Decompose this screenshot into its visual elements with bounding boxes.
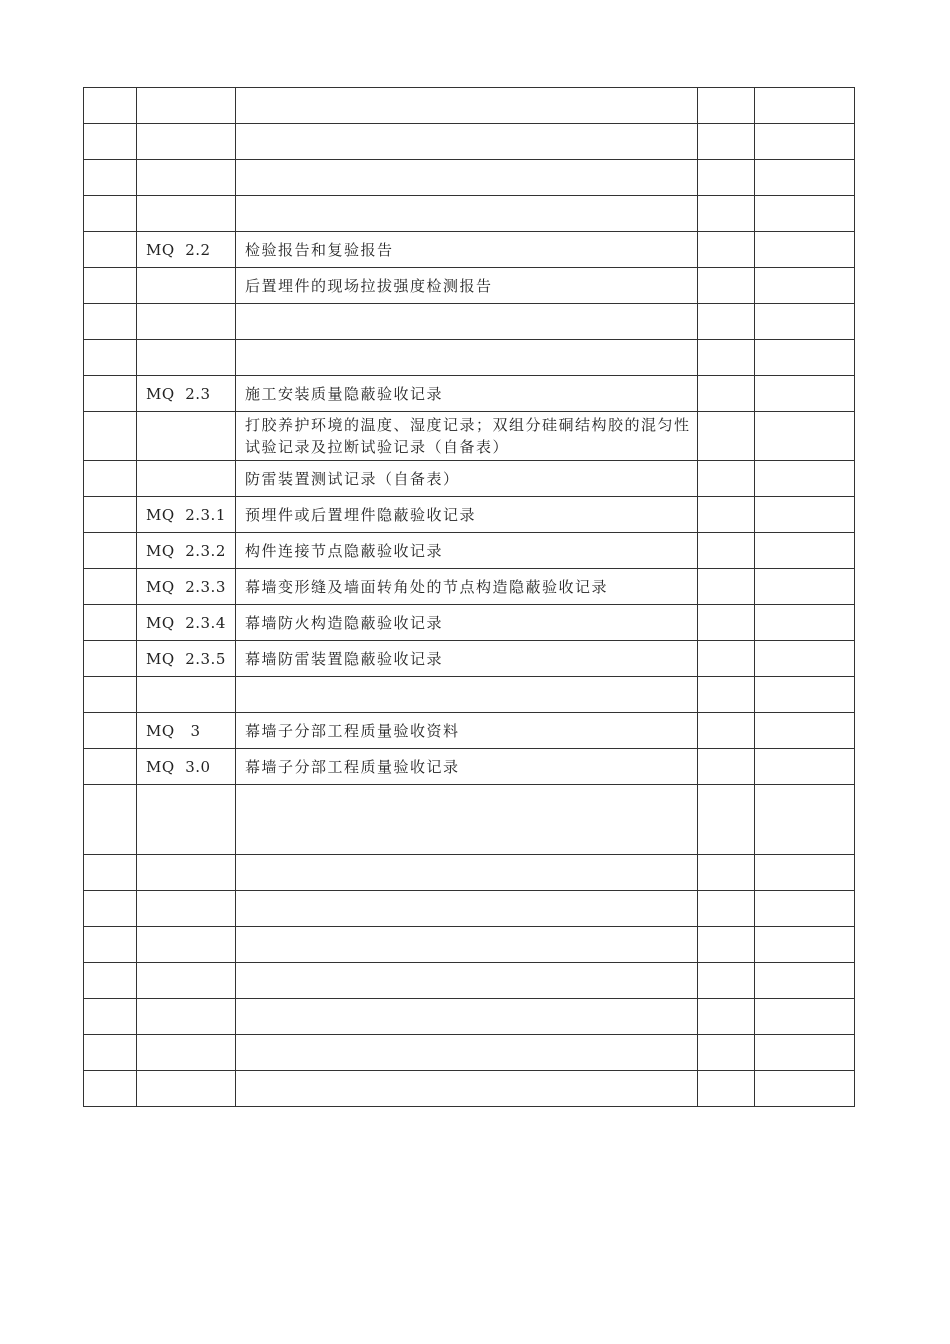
row-code-cell xyxy=(137,927,236,963)
row-pages-cell xyxy=(698,999,755,1035)
table-row xyxy=(84,749,855,785)
row-pages-cell xyxy=(698,785,755,855)
row-code-cell xyxy=(137,304,236,340)
record-table-body xyxy=(84,88,855,1107)
row-title-cell xyxy=(236,891,698,927)
row-code-cell: MQ 2.3.5 xyxy=(137,641,236,677)
row-title-cell xyxy=(236,1035,698,1071)
row-pages-cell xyxy=(698,196,755,232)
table-row xyxy=(84,461,855,497)
row-number-cell xyxy=(84,963,137,999)
row-pages-cell xyxy=(698,677,755,713)
row-remark-cell xyxy=(755,124,855,160)
row-number-cell xyxy=(84,533,137,569)
record-table xyxy=(83,87,855,1107)
table-row xyxy=(84,340,855,376)
row-title-cell xyxy=(236,196,698,232)
row-pages-cell xyxy=(698,124,755,160)
row-remark-cell xyxy=(755,533,855,569)
row-code-cell xyxy=(137,1071,236,1107)
row-code-cell xyxy=(137,412,236,461)
row-title-cell xyxy=(236,677,698,713)
row-pages-cell xyxy=(698,533,755,569)
row-code-cell: MQ 3.0 xyxy=(137,749,236,785)
table-row xyxy=(84,891,855,927)
row-number-cell xyxy=(84,196,137,232)
row-title-cell xyxy=(236,785,698,855)
row-title-cell: 幕墙子分部工程质量验收资料 xyxy=(236,713,698,749)
row-pages-cell xyxy=(698,412,755,461)
row-remark-cell xyxy=(755,232,855,268)
row-code-cell xyxy=(137,855,236,891)
row-number-cell xyxy=(84,304,137,340)
table-row xyxy=(84,88,855,124)
row-remark-cell xyxy=(755,268,855,304)
row-remark-cell xyxy=(755,461,855,497)
row-remark-cell xyxy=(755,605,855,641)
row-remark-cell xyxy=(755,497,855,533)
row-number-cell xyxy=(84,124,137,160)
row-remark-cell xyxy=(755,999,855,1035)
table-row xyxy=(84,124,855,160)
row-number-cell xyxy=(84,927,137,963)
row-code-cell xyxy=(137,124,236,160)
row-remark-cell xyxy=(755,304,855,340)
row-title-cell: 幕墙变形缝及墙面转角处的节点构造隐蔽验收记录 xyxy=(236,569,698,605)
row-code-cell: MQ 2.3.1 xyxy=(137,497,236,533)
row-title-cell: 预埋件或后置埋件隐蔽验收记录 xyxy=(236,497,698,533)
table-row xyxy=(84,677,855,713)
row-remark-cell xyxy=(755,891,855,927)
row-remark-cell xyxy=(755,569,855,605)
row-title-cell: 幕墙防火构造隐蔽验收记录 xyxy=(236,605,698,641)
table-row xyxy=(84,641,855,677)
row-number-cell xyxy=(84,855,137,891)
row-title-cell: 构件连接节点隐蔽验收记录 xyxy=(236,533,698,569)
row-pages-cell xyxy=(698,569,755,605)
row-remark-cell xyxy=(755,641,855,677)
table-row xyxy=(84,1071,855,1107)
row-pages-cell xyxy=(698,160,755,196)
row-code-cell: MQ 2.3.2 xyxy=(137,533,236,569)
row-title-cell xyxy=(236,340,698,376)
row-pages-cell xyxy=(698,340,755,376)
row-code-cell: MQ 3 xyxy=(137,713,236,749)
row-pages-cell xyxy=(698,713,755,749)
row-pages-cell xyxy=(698,232,755,268)
row-pages-cell xyxy=(698,1071,755,1107)
table-row xyxy=(84,569,855,605)
row-remark-cell xyxy=(755,927,855,963)
table-row xyxy=(84,268,855,304)
row-title-cell xyxy=(236,304,698,340)
row-pages-cell xyxy=(698,497,755,533)
row-code-cell xyxy=(137,88,236,124)
row-title-cell: 施工安装质量隐蔽验收记录 xyxy=(236,376,698,412)
row-code-cell: MQ 2.2 xyxy=(137,232,236,268)
row-code-cell xyxy=(137,196,236,232)
table-row xyxy=(84,232,855,268)
row-pages-cell xyxy=(698,641,755,677)
row-title-cell: 防雷装置测试记录（自备表） xyxy=(236,461,698,497)
row-title-cell: 后置埋件的现场拉拔强度检测报告 xyxy=(236,268,698,304)
row-title-cell xyxy=(236,855,698,891)
row-remark-cell xyxy=(755,88,855,124)
row-code-cell xyxy=(137,340,236,376)
table-row xyxy=(84,605,855,641)
table-row xyxy=(84,196,855,232)
row-number-cell xyxy=(84,1071,137,1107)
row-number-cell xyxy=(84,268,137,304)
row-title-cell xyxy=(236,927,698,963)
row-pages-cell xyxy=(698,927,755,963)
row-pages-cell xyxy=(698,376,755,412)
row-remark-cell xyxy=(755,160,855,196)
row-title-cell: 幕墙防雷装置隐蔽验收记录 xyxy=(236,641,698,677)
row-code-cell: MQ 2.3 xyxy=(137,376,236,412)
row-number-cell xyxy=(84,461,137,497)
row-number-cell xyxy=(84,569,137,605)
table-row xyxy=(84,1035,855,1071)
row-remark-cell xyxy=(755,855,855,891)
row-title-cell: 打胶养护环境的温度、湿度记录；双组分硅硐结构胶的混匀性试验记录及拉断试验记录（自备表） xyxy=(236,412,698,461)
row-remark-cell xyxy=(755,196,855,232)
row-code-cell: MQ 2.3.3 xyxy=(137,569,236,605)
row-title-cell xyxy=(236,999,698,1035)
row-pages-cell xyxy=(698,1035,755,1071)
row-number-cell xyxy=(84,376,137,412)
row-number-cell xyxy=(84,677,137,713)
row-code-cell xyxy=(137,461,236,497)
row-title-cell xyxy=(236,963,698,999)
table-row xyxy=(84,999,855,1035)
table-row xyxy=(84,785,855,855)
table-row xyxy=(84,963,855,999)
row-number-cell xyxy=(84,999,137,1035)
table-row xyxy=(84,497,855,533)
row-code-cell xyxy=(137,999,236,1035)
row-code-cell xyxy=(137,785,236,855)
row-number-cell xyxy=(84,749,137,785)
row-title-cell: 检验报告和复验报告 xyxy=(236,232,698,268)
row-title-cell xyxy=(236,88,698,124)
row-number-cell xyxy=(84,412,137,461)
table-row xyxy=(84,160,855,196)
row-number-cell xyxy=(84,891,137,927)
row-title-cell xyxy=(236,124,698,160)
row-remark-cell xyxy=(755,677,855,713)
row-code-cell xyxy=(137,160,236,196)
row-number-cell xyxy=(84,713,137,749)
row-number-cell xyxy=(84,785,137,855)
table-row xyxy=(84,927,855,963)
row-remark-cell xyxy=(755,963,855,999)
row-code-cell xyxy=(137,963,236,999)
row-number-cell xyxy=(84,1035,137,1071)
row-pages-cell xyxy=(698,304,755,340)
row-code-cell xyxy=(137,1035,236,1071)
row-number-cell xyxy=(84,605,137,641)
row-remark-cell xyxy=(755,412,855,461)
row-remark-cell xyxy=(755,1035,855,1071)
row-code-cell: MQ 2.3.4 xyxy=(137,605,236,641)
row-number-cell xyxy=(84,88,137,124)
table-row xyxy=(84,533,855,569)
row-code-cell xyxy=(137,891,236,927)
row-pages-cell xyxy=(698,855,755,891)
row-title-cell xyxy=(236,1071,698,1107)
row-remark-cell xyxy=(755,1071,855,1107)
row-pages-cell xyxy=(698,268,755,304)
row-number-cell xyxy=(84,497,137,533)
table-row xyxy=(84,713,855,749)
row-title-cell: 幕墙子分部工程质量验收记录 xyxy=(236,749,698,785)
row-pages-cell xyxy=(698,963,755,999)
row-pages-cell xyxy=(698,891,755,927)
row-code-cell xyxy=(137,677,236,713)
row-pages-cell xyxy=(698,605,755,641)
table-row xyxy=(84,412,855,461)
row-number-cell xyxy=(84,160,137,196)
row-title-cell xyxy=(236,160,698,196)
row-remark-cell xyxy=(755,340,855,376)
row-pages-cell xyxy=(698,749,755,785)
row-remark-cell xyxy=(755,713,855,749)
table-row xyxy=(84,304,855,340)
row-number-cell xyxy=(84,232,137,268)
row-number-cell xyxy=(84,641,137,677)
row-remark-cell xyxy=(755,785,855,855)
row-remark-cell xyxy=(755,376,855,412)
row-pages-cell xyxy=(698,461,755,497)
row-pages-cell xyxy=(698,88,755,124)
table-row xyxy=(84,855,855,891)
row-code-cell xyxy=(137,268,236,304)
row-number-cell xyxy=(84,340,137,376)
table-row xyxy=(84,376,855,412)
row-remark-cell xyxy=(755,749,855,785)
